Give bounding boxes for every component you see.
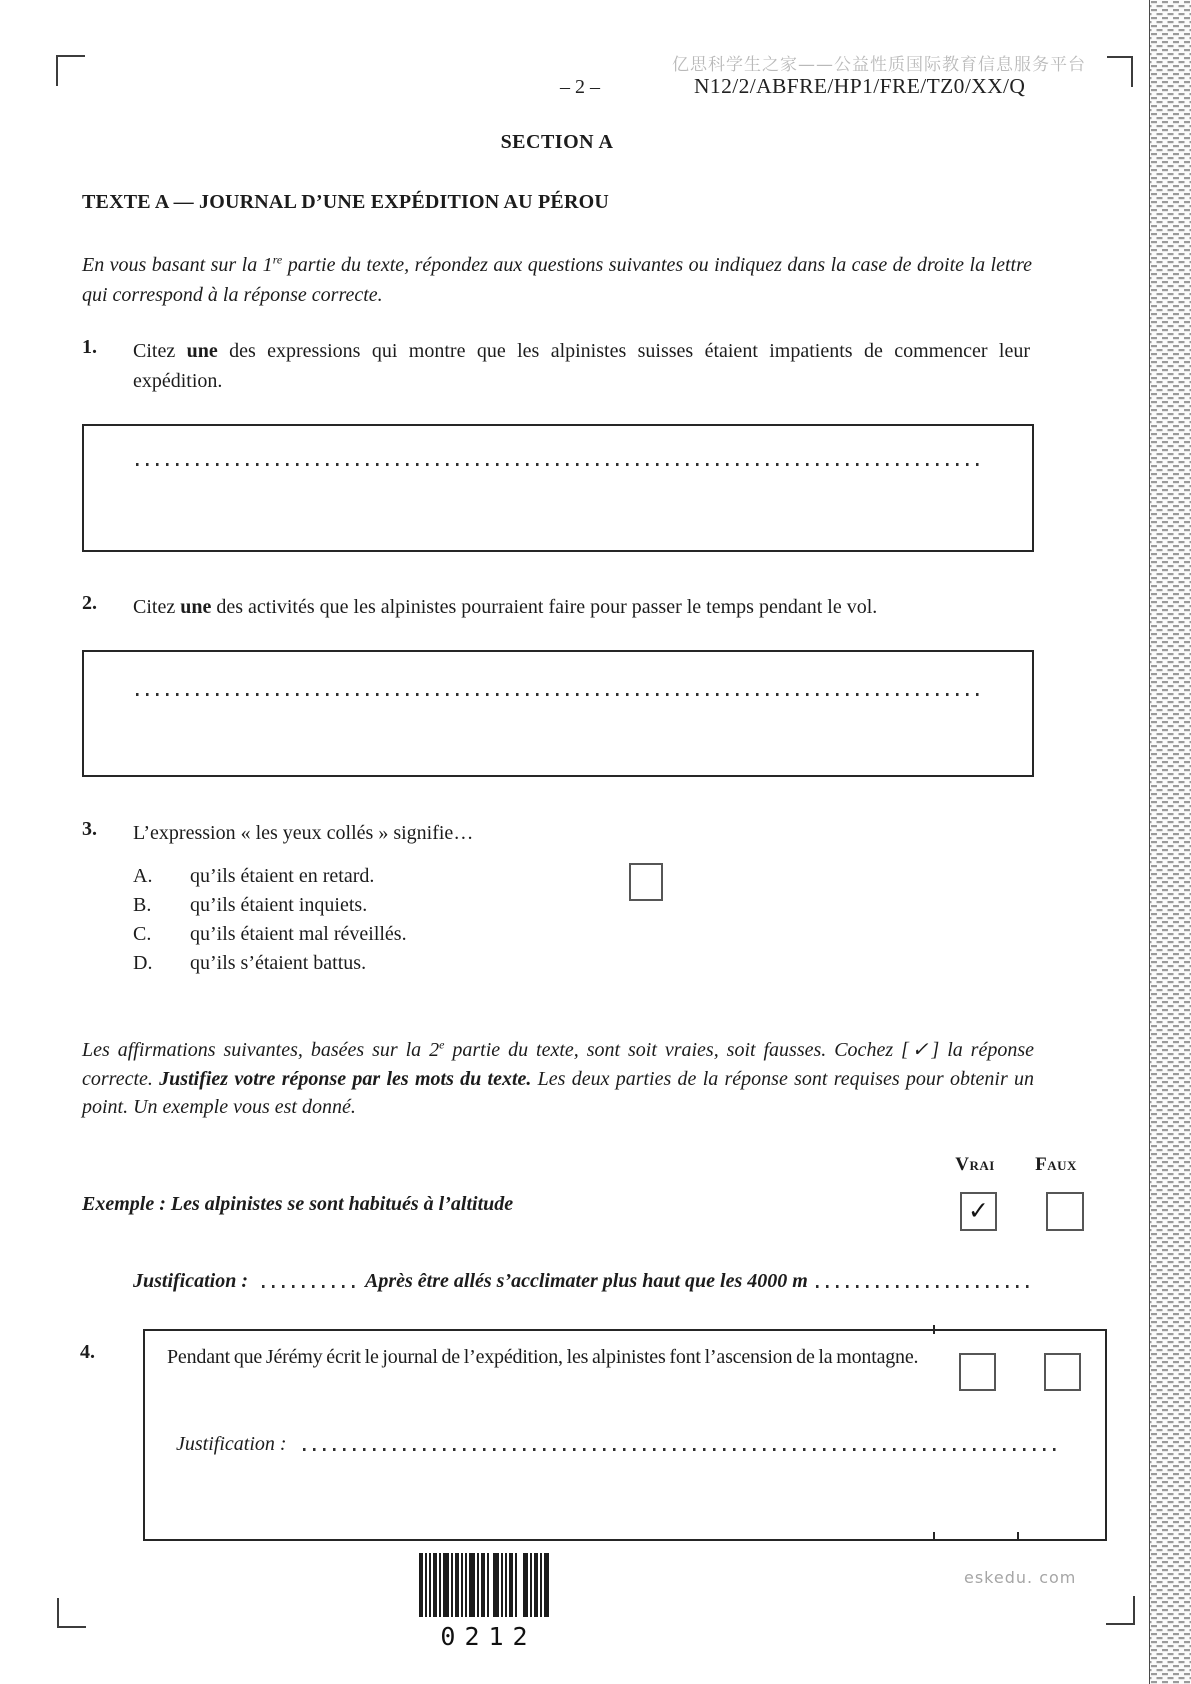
- question-1-number: 1.: [82, 336, 97, 358]
- answer-line-1[interactable]: [136, 463, 980, 466]
- answer-box-2[interactable]: [82, 650, 1034, 777]
- crop-mark-top-left-icon: [56, 55, 85, 86]
- example-justification-label: Justification :: [133, 1270, 249, 1292]
- question-4-justification-label: Justification :: [176, 1433, 287, 1455]
- question-1-text: [133, 336, 1030, 396]
- question-2-text-pre: Citez: [133, 596, 181, 618]
- page-number: – 2 –: [560, 76, 600, 98]
- vrai-column-header: Vrai: [955, 1154, 995, 1175]
- question-4-number: 4.: [80, 1341, 95, 1363]
- question-2-text: [133, 592, 1030, 622]
- intro-superscript: re: [272, 252, 283, 267]
- example-justification-dots-left: [262, 1285, 357, 1288]
- example-statement: Exemple : Les alpinistes se sont habitués à l’altitude: [82, 1193, 514, 1215]
- question-1-text-pre: Citez: [133, 340, 187, 362]
- question-4-faux-checkbox[interactable]: [1044, 1353, 1081, 1391]
- option-c: [133, 920, 613, 949]
- question-4-justification-line[interactable]: [303, 1448, 1061, 1451]
- check-icon: ✓: [968, 1196, 989, 1225]
- question-3-answer-checkbox[interactable]: [629, 863, 663, 901]
- question-4-statement: Pendant que Jérémy écrit le journal de l’expédition, les alpinistes font l’ascension de la montagne.: [167, 1346, 919, 1368]
- intro-text-1: En vous basant sur la 1: [82, 254, 273, 276]
- crop-mark-top-right-icon: [1107, 56, 1133, 87]
- option-a: [133, 862, 613, 891]
- table-column-tick: [933, 1325, 935, 1334]
- option-d: [133, 949, 613, 978]
- tf-intro-2: partie du texte, sont soit vraies, soit fausses. Cochez [✓] la réponse correcte.: [82, 1039, 1035, 1090]
- example-justification: [133, 1270, 1032, 1293]
- barcode-number: 0212: [440, 1622, 537, 1651]
- intro-text-2: partie du texte, répondez aux questions suivantes ou indiquez dans la case de droite la lettre qui correspond à la réponse correcte.: [82, 254, 1032, 306]
- crop-mark-bottom-right-icon: [1106, 1596, 1135, 1625]
- watermark-top: 亿思科学生之家——公益性质国际教育信息服务平台: [672, 55, 1086, 75]
- option-d-letter: D.: [133, 952, 153, 974]
- question-4-justification: [176, 1433, 1061, 1456]
- example-faux-checkbox[interactable]: [1046, 1192, 1084, 1231]
- watermark-bottom: eskedu. com: [964, 1568, 1077, 1587]
- intro-instructions: [82, 250, 1032, 310]
- option-c-text: qu’ils étaient mal réveillés.: [190, 923, 407, 945]
- true-false-instructions: [82, 1036, 1034, 1122]
- question-2-text-bold: une: [180, 596, 212, 618]
- faux-column-header: Faux: [1035, 1154, 1077, 1175]
- example-justification-answer: Après être allés s’acclimater plus haut que les 4000 m: [365, 1270, 808, 1292]
- exam-code: N12/2/ABFRE/HP1/FRE/TZ0/XX/Q: [694, 74, 1026, 98]
- example-justification-dots-right: [816, 1285, 1032, 1288]
- question-1-text-bold: une: [186, 340, 218, 362]
- option-b: [133, 891, 613, 920]
- option-c-letter: C.: [133, 923, 152, 945]
- tf-intro-bold: Justifiez votre réponse par les mots du texte.: [159, 1067, 532, 1090]
- section-title: SECTION A: [500, 131, 614, 153]
- option-b-text: qu’ils étaient inquiets.: [190, 894, 368, 916]
- question-2-number: 2.: [82, 592, 97, 614]
- answer-box-1[interactable]: [82, 424, 1034, 552]
- option-d-text: qu’ils s’étaient battus.: [190, 952, 367, 974]
- option-b-letter: B.: [133, 894, 152, 916]
- tf-intro-3: Les deux parties de la réponse sont requises pour obtenir un point. Un exemple vous est donné.: [82, 1067, 1034, 1118]
- crop-mark-bottom-left-icon: [57, 1598, 86, 1628]
- question-3-options: [133, 862, 613, 978]
- example-vrai-checkbox[interactable]: [960, 1192, 997, 1231]
- question-3-number: 3.: [82, 818, 97, 840]
- option-a-letter: A.: [133, 865, 153, 887]
- option-a-text: qu’ils étaient en retard.: [190, 865, 375, 887]
- tf-intro-1: Les affirmations suivantes, basées sur la 2: [82, 1039, 440, 1061]
- barcode: [419, 1553, 549, 1651]
- tf-intro-superscript: e: [439, 1037, 445, 1052]
- answer-line-2[interactable]: [136, 693, 980, 696]
- table-column-tick: [1017, 1532, 1019, 1541]
- question-3-stem: L’expression « les yeux collés » signifie…: [133, 822, 474, 844]
- table-column-tick: [933, 1532, 935, 1541]
- question-1-text-post: des expressions qui montre que les alpinistes suisses étaient impatients de commencer leur expédition.: [133, 340, 1030, 392]
- texte-a-title: TEXTE A — JOURNAL D’UNE EXPÉDITION AU PÉROU: [82, 191, 610, 213]
- question-4-vrai-checkbox[interactable]: [959, 1353, 996, 1391]
- question-2-text-post: des activités que les alpinistes pourraient faire pour passer le temps pendant le vol.: [211, 596, 878, 618]
- hatched-edge-pattern: [1149, 0, 1191, 1684]
